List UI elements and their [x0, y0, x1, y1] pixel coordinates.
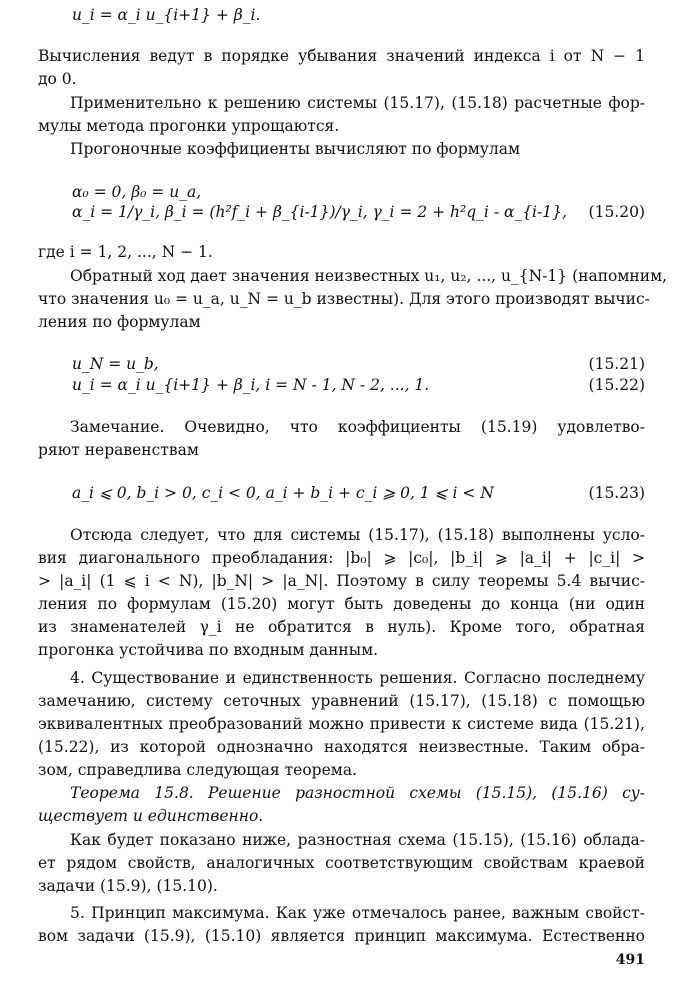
- section-5-heading-line: 5. Принцип максимума. Как уже отмечалось ранее, важным свойст-: [70, 904, 645, 922]
- formula-u-i: u_i = α_i u_{i+1} + β_i.: [72, 6, 261, 24]
- theorem-line: ществует и единственно.: [38, 807, 264, 825]
- remark-line: Замечание. Очевидно, что коэффициенты (15.19) удовлетво-: [70, 418, 645, 436]
- section-4-heading-line: 4. Существование и единственность решения. Согласно последнему: [70, 669, 645, 687]
- text-line: прогонка устойчива по входным данным.: [38, 641, 379, 659]
- equation-number: (15.21): [588, 355, 645, 373]
- text-line: мулы метода прогонки упрощаются.: [38, 117, 340, 135]
- formula-inequalities: a_i ⩽ 0, b_i > 0, c_i < 0, a_i + b_i + c_i ⩾ 0, 1 ⩽ i < N: [72, 484, 494, 502]
- text-line: (15.22), из которой однозначно находятся неизвестные. Таким обра-: [38, 738, 645, 756]
- text-line: зом, справедлива следующая теорема.: [38, 761, 357, 779]
- theorem-line: Теорема 15.8. Решение разностной схемы (15.15), (15.16) су-: [70, 784, 645, 802]
- text-line: вия диагонального преобладания: |b₀| ⩾ |c₀|, |b_i| ⩾ |a_i| + |c_i| >: [38, 549, 645, 567]
- text-line: эквивалентных преобразований можно привести к системе вида (15.21),: [38, 715, 645, 733]
- text-line: ления по формулам (15.20) могут быть доведены до конца (ни один: [38, 595, 645, 613]
- text-line: Вычисления ведут в порядке убывания значений индекса i от N − 1: [38, 47, 645, 65]
- equation-number: (15.22): [588, 376, 645, 394]
- equation-number: (15.23): [588, 484, 645, 502]
- text-line: из знаменателей γ_i не обратится в нуль). Кроме того, обратная: [38, 618, 645, 636]
- text-line: Применительно к решению системы (15.17), (15.18) расчетные фор-: [70, 94, 645, 112]
- text-line: ряют неравенствам: [38, 441, 199, 459]
- text-line: Как будет показано ниже, разностная схема (15.15), (15.16) облада-: [70, 831, 645, 849]
- page-number: 491: [615, 952, 645, 968]
- text-line: задачи (15.9), (15.10).: [38, 877, 218, 895]
- text-line: Отсюда следует, что для системы (15.17), (15.18) выполнены усло-: [70, 526, 645, 544]
- text-line: вом задачи (15.9), (15.10) является принцип максимума. Естественно: [38, 927, 645, 945]
- text-line: что значения u₀ = u_a, u_N = u_b известны). Для этого производят вычис-: [38, 290, 650, 308]
- formula-back-substitution: u_i = α_i u_{i+1} + β_i, i = N - 1, N - 2, ..., 1.: [72, 376, 430, 394]
- formula-u-n: u_N = u_b,: [72, 355, 159, 373]
- text-line: замечанию, систему сеточных уравнений (15.17), (15.18) с помощью: [38, 692, 645, 710]
- text-line: до 0.: [38, 70, 77, 88]
- formula-initial: α₀ = 0, β₀ = u_a,: [72, 183, 202, 201]
- text-line: > |a_i| (1 ⩽ i < N), |b_N| > |a_N|. Поэтому в силу теоремы 5.4 вычис-: [38, 572, 645, 590]
- text-line: ет рядом свойств, аналогичных соответствующим свойствам краевой: [38, 854, 645, 872]
- formula-coefficients: α_i = 1/γ_i, β_i = (h²f_i + β_{i-1})/γ_i, γ_i = 2 + h²q_i - α_{i-1},: [72, 203, 567, 221]
- text-line: ления по формулам: [38, 313, 201, 331]
- equation-number: (15.20): [588, 203, 645, 221]
- text-line: где i = 1, 2, ..., N − 1.: [38, 243, 213, 261]
- text-line: Прогоночные коэффициенты вычисляют по формулам: [70, 140, 521, 158]
- text-line: Обратный ход дает значения неизвестных u₁, u₂, ..., u_{N-1} (напомним,: [70, 267, 668, 285]
